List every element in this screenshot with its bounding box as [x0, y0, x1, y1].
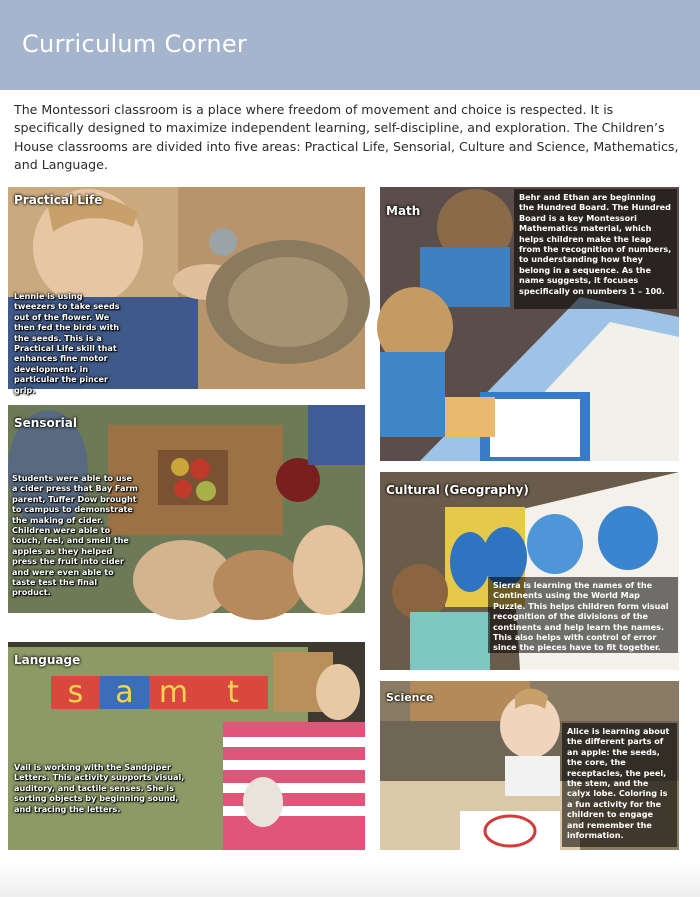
- letter-card: t: [198, 676, 268, 709]
- science-caption: Alice is learning about the different parts of an apple: the seeds, the core, the receptacles, the peel, the stem, and the calyx lobe. Coloring is a fun activity for the children to engage and remember the information.: [562, 723, 677, 847]
- language-panel: [8, 642, 365, 850]
- cultural-caption: Sierra is learning the names of the Continents using the World Map Puzzle. This helps children form visual recognition of the divisions of the continents and help learn the names. This also helps with control of error since the pieces have to fit together.: [488, 577, 678, 653]
- language-photo: [8, 642, 365, 850]
- math-title: Math: [386, 204, 421, 218]
- language-caption: Vail is working with the Sandpiper Letters. This activity supports visual, auditory, and tactile senses. She is sorting objects by beginning sound, and tracing the letters.: [14, 762, 185, 814]
- page-footer: [0, 862, 700, 897]
- sensorial-title: Sensorial: [14, 416, 77, 430]
- cultural-title: Cultural (Geography): [386, 483, 529, 497]
- page-title: Curriculum Corner: [22, 30, 248, 58]
- science-title: Science: [386, 691, 434, 704]
- sensorial-caption: Students were able to use a cider press that Bay Farm parent, Tuffer Dow brought to campus to demonstrate the making of cider. Children were able to touch, feel, and smell the apples as they helped press the fruit into cider and were even able to taste test the final product.: [12, 473, 138, 598]
- sandpaper-letters: [51, 676, 268, 709]
- sensorial-panel: [8, 405, 365, 613]
- cultural-panel: [380, 472, 679, 670]
- science-panel: [380, 681, 679, 850]
- page-header: [0, 0, 700, 90]
- intro-paragraph: The Montessori classroom is a place where freedom of movement and choice is respected. It is specifically designed to maximize independent learning, self-discipline, and exploration. The Children’s House classrooms are divided into five areas: Practical Life, Sensorial, Culture and Science, Mathematics, and Language.: [14, 102, 679, 173]
- letter-card: s: [51, 676, 100, 709]
- letter-card: m: [149, 676, 198, 709]
- practical-life-caption: Lennie is using tweezers to take seeds out of the flower. We then fed the birds with the seeds. This is a Practical Life skill that enhances fine motor development, in particular the pincer grip.: [14, 291, 120, 395]
- practical-life-title: Practical Life: [14, 193, 103, 207]
- letter-card: a: [100, 676, 149, 709]
- language-title: Language: [14, 653, 81, 667]
- math-caption: Behr and Ethan are beginning the Hundred Board. The Hundred Board is a key Montessori Mathematics material, which helps children make the leap from the recognition of numbers, to understanding how they belong in a sequence. As the name suggests, it focuses specifically on numbers 1 – 100.: [514, 189, 677, 309]
- practical-life-panel: [8, 187, 365, 395]
- math-panel: [380, 187, 679, 461]
